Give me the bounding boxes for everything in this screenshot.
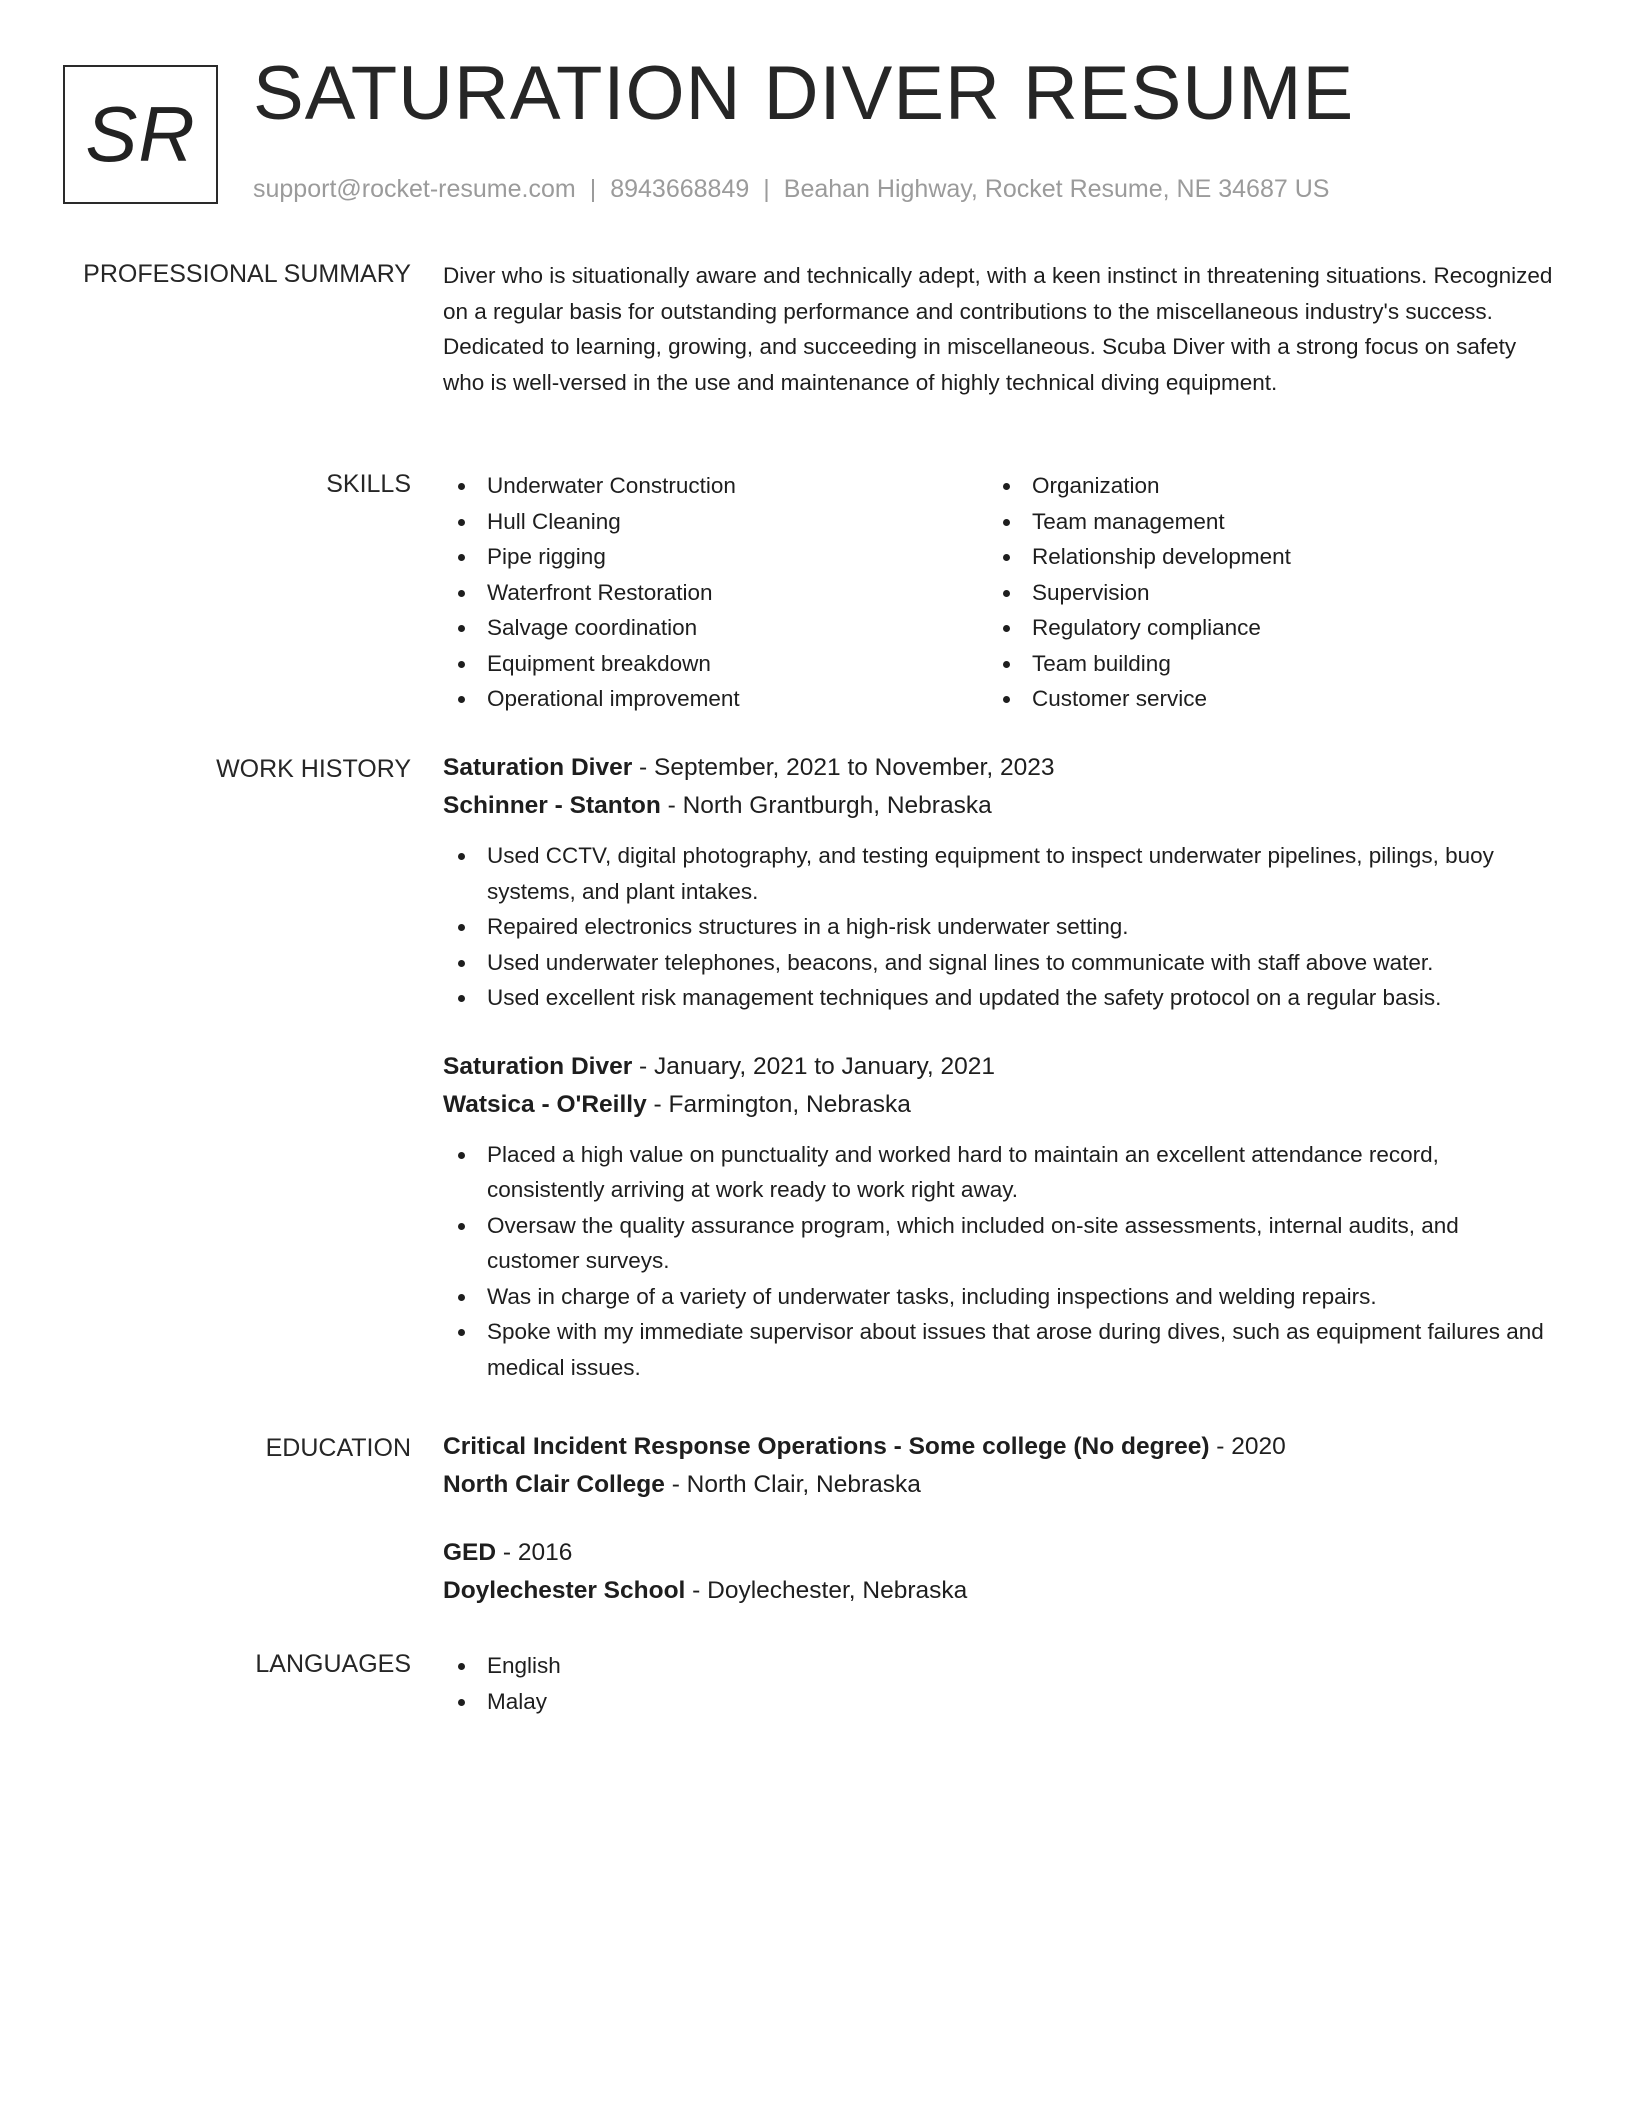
education-location: - North Clair, Nebraska	[664, 1471, 921, 1498]
job-company: Schinner - Stanton	[443, 792, 661, 819]
job-location: - North Grantburgh, Nebraska	[660, 792, 992, 819]
education-school: North Clair College	[443, 1471, 665, 1498]
section-label-education: EDUCATION	[265, 1434, 411, 1462]
education-entry	[443, 1534, 1553, 1610]
skill-item: Supervision	[988, 575, 1533, 611]
job-title: Saturation Diver	[443, 754, 633, 781]
contact-line	[253, 174, 1329, 204]
job-bullet: Placed a high value on punctuality and worked hard to maintain an excellent attendance record, consistently arriving at work ready to work right away.	[443, 1137, 1553, 1208]
education-school-line	[443, 1572, 1553, 1610]
skill-item: Team building	[988, 646, 1533, 682]
job-bullet: Repaired electronics structures in a high-risk underwater setting.	[443, 909, 1553, 945]
contact-separator: |	[589, 175, 597, 203]
language-item: Malay	[443, 1684, 1553, 1720]
skill-item: Waterfront Restoration	[443, 575, 988, 611]
section-label-summary: PROFESSIONAL SUMMARY	[83, 260, 411, 288]
contact-phone: 8943668849	[610, 175, 750, 203]
education-degree-line	[443, 1428, 1553, 1466]
language-item: English	[443, 1648, 1553, 1684]
resume-title: SATURATION DIVER RESUME	[253, 51, 1355, 136]
job-bullets	[443, 1137, 1553, 1386]
job-bullet: Was in charge of a variety of underwater tasks, including inspections and welding repairs.	[443, 1279, 1553, 1315]
summary-text: Diver who is situationally aware and technically adept, with a keen instinct in threatening situations. Recognized on a regular basis for outstanding performance and contributions to the miscellaneous industry's success. Dedicated to learning, growing, and succeeding in miscellaneous. Scuba Diver with a strong focus on safety who is well-versed in the use and maintenance of highly technical diving equipment.	[443, 263, 1553, 395]
job-entry	[443, 749, 1553, 1016]
skill-item: Organization	[988, 468, 1533, 504]
skill-item: Customer service	[988, 681, 1533, 717]
section-label-languages: LANGUAGES	[255, 1650, 411, 1678]
skill-item: Underwater Construction	[443, 468, 988, 504]
education-degree: GED	[443, 1539, 497, 1566]
education-body	[443, 1428, 1553, 1640]
job-bullet: Oversaw the quality assurance program, which included on-site assessments, internal audits, and customer surveys.	[443, 1208, 1553, 1279]
job-location: - Farmington, Nebraska	[646, 1090, 911, 1118]
education-degree: Critical Incident Response Operations - Some college (No degree)	[443, 1433, 1210, 1460]
job-dates: - September, 2021 to November, 2023	[632, 754, 1055, 781]
job-company-line	[443, 787, 1553, 825]
contact-email: support@rocket-resume.com	[253, 175, 576, 203]
job-bullet: Used CCTV, digital photography, and testing equipment to inspect underwater pipelines, pilings, buoy systems, and plant intakes.	[443, 838, 1553, 909]
education-year: - 2016	[496, 1539, 573, 1566]
skills-list-right	[988, 468, 1533, 717]
monogram-logo: SR	[63, 65, 218, 204]
skill-item: Salvage coordination	[443, 610, 988, 646]
section-label-skills: SKILLS	[326, 470, 411, 498]
job-bullet: Used excellent risk management techniques and updated the safety protocol on a regular basis.	[443, 980, 1553, 1016]
job-entry	[443, 1048, 1553, 1386]
job-bullet: Spoke with my immediate supervisor about issues that arose during dives, such as equipment failures and medical issues.	[443, 1314, 1553, 1385]
skills-body	[443, 468, 1553, 717]
skill-item: Pipe rigging	[443, 539, 988, 575]
education-entry	[443, 1428, 1553, 1504]
education-year: - 2020	[1209, 1433, 1286, 1460]
job-bullet: Used underwater telephones, beacons, and signal lines to communicate with staff above water.	[443, 945, 1553, 981]
job-title-line	[443, 749, 1553, 787]
education-degree-line	[443, 1534, 1553, 1572]
skill-item: Team management	[988, 504, 1533, 540]
job-title: Saturation Diver	[443, 1052, 633, 1080]
job-title-line	[443, 1048, 1553, 1086]
education-school-line	[443, 1466, 1553, 1504]
contact-separator: |	[763, 175, 770, 203]
skill-item: Equipment breakdown	[443, 646, 988, 682]
education-school: Doylechester School	[443, 1577, 686, 1604]
skills-list-left	[443, 468, 988, 717]
languages-body	[443, 1648, 1553, 1719]
skill-item: Relationship development	[988, 539, 1533, 575]
job-bullets	[443, 838, 1553, 1016]
job-company-line	[443, 1086, 1553, 1124]
work-body	[443, 749, 1553, 1417]
education-location: - Doylechester, Nebraska	[685, 1577, 968, 1604]
job-company: Watsica - O'Reilly	[443, 1090, 647, 1118]
summary-body	[443, 258, 1553, 400]
job-dates: - January, 2021 to January, 2021	[632, 1052, 995, 1080]
skill-item: Operational improvement	[443, 681, 988, 717]
skill-item: Hull Cleaning	[443, 504, 988, 540]
skill-item: Regulatory compliance	[988, 610, 1533, 646]
languages-list	[443, 1648, 1553, 1719]
contact-address: Beahan Highway, Rocket Resume, NE 34687 US	[783, 175, 1330, 203]
section-label-work: WORK HISTORY	[216, 755, 411, 783]
